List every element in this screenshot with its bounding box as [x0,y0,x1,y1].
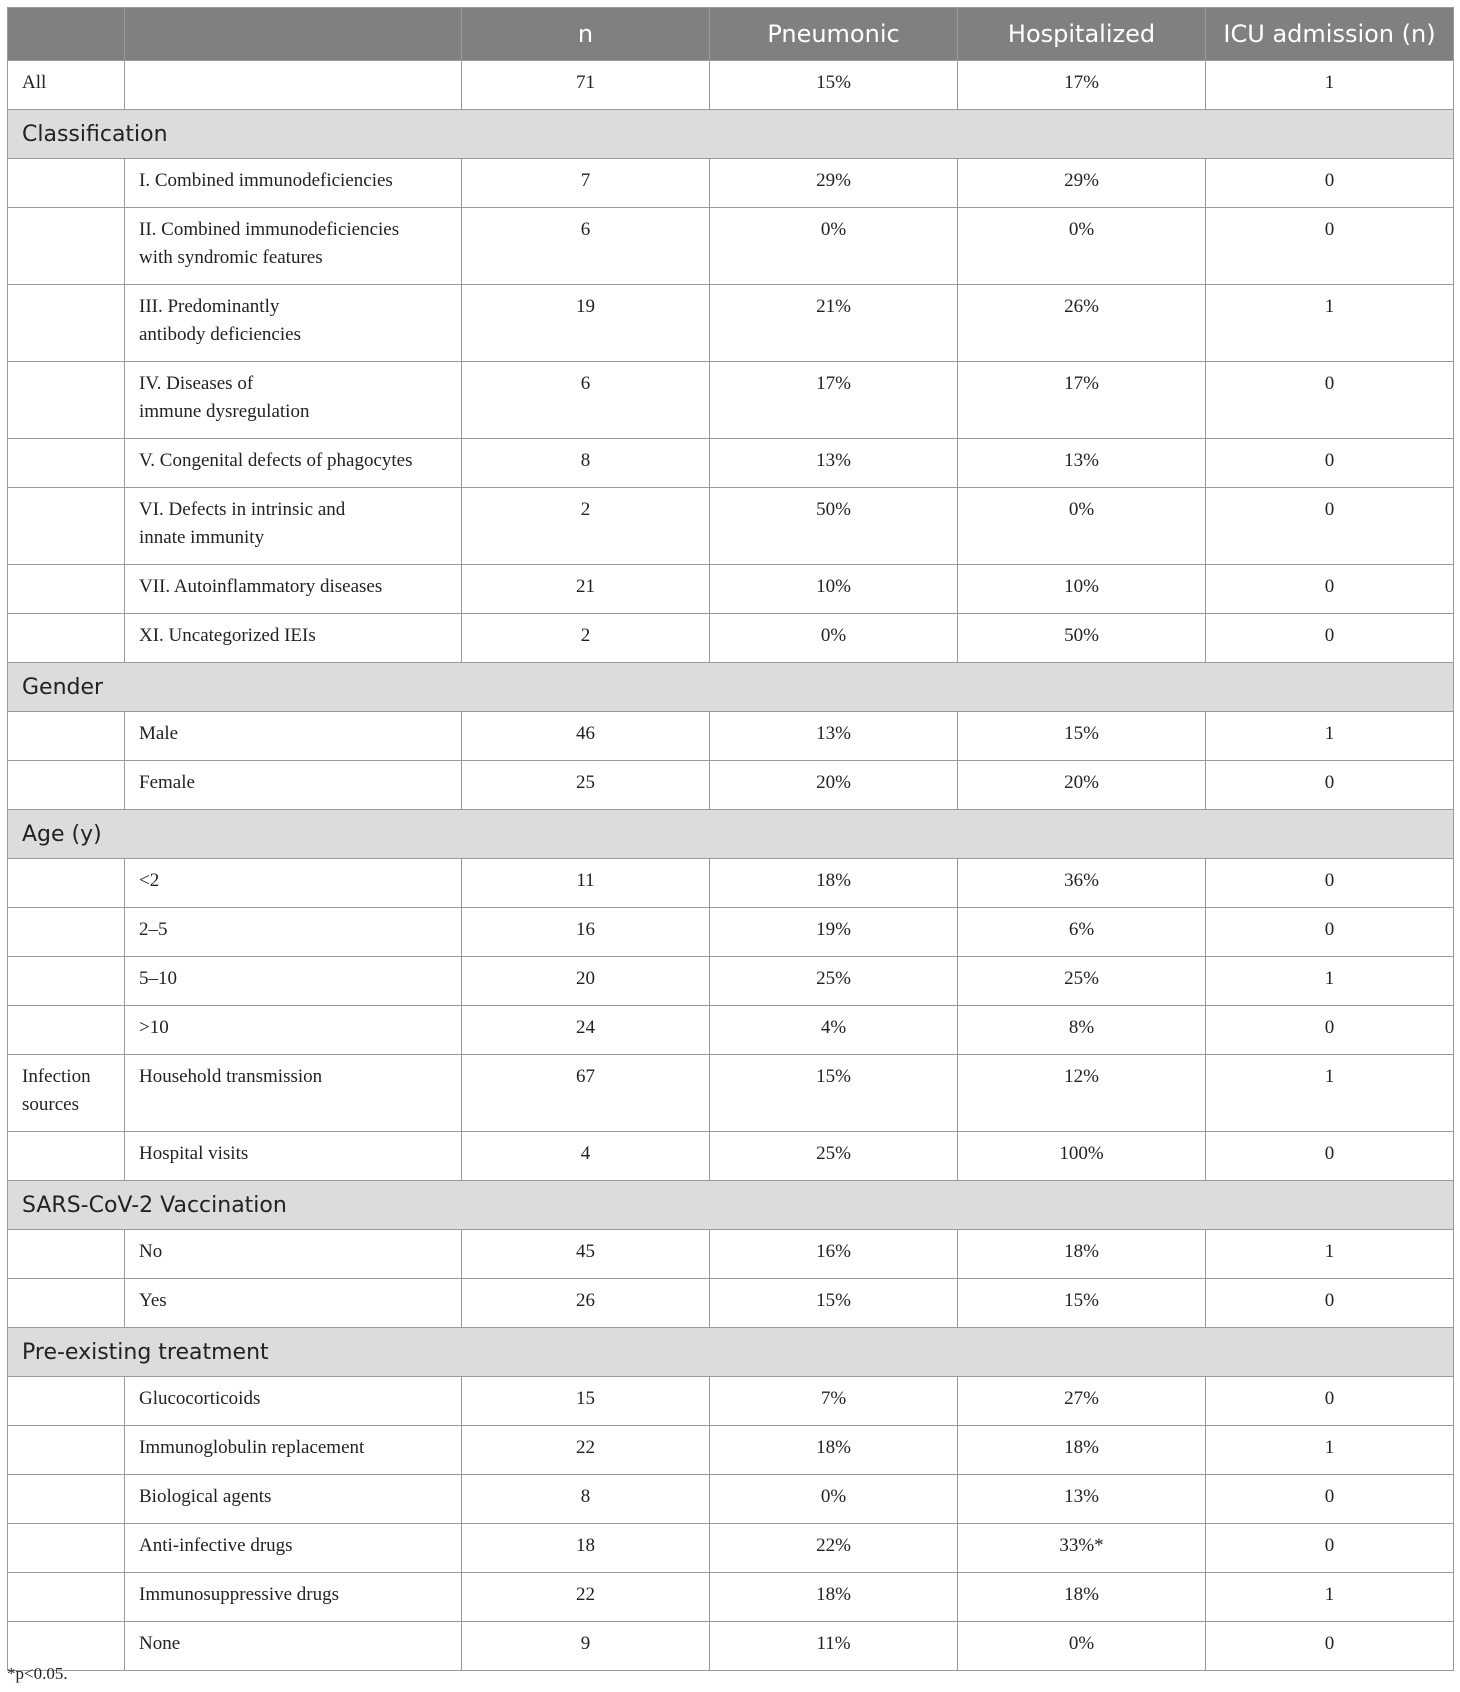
section-title: Pre-existing treatment [8,1328,1454,1377]
cell-group [8,1230,125,1279]
cell-group [8,1475,125,1524]
cell-n: 8 [462,1475,710,1524]
cell-icu: 0 [1206,362,1454,439]
cell-n: 16 [462,908,710,957]
cell-icu: 0 [1206,565,1454,614]
cell-group [8,614,125,663]
cell-hospitalized: 50% [958,614,1206,663]
cell-icu: 1 [1206,1426,1454,1475]
cell-pneumonic: 0% [710,614,958,663]
cell-hospitalized: 20% [958,761,1206,810]
cell-hospitalized: 100% [958,1132,1206,1181]
cell-group [8,208,125,285]
cell-hospitalized: 17% [958,61,1206,110]
cell-n: 9 [462,1622,710,1671]
table-row [8,488,1454,565]
cell-group: Infection sources [8,1055,125,1132]
table-row [8,859,1454,908]
cell-label: 5–10 [125,957,462,1006]
table-row [8,1377,1454,1426]
cell-hospitalized: 10% [958,565,1206,614]
cell-n: 20 [462,957,710,1006]
cell-hospitalized: 15% [958,712,1206,761]
cell-group [8,859,125,908]
cell-label: Household transmission [125,1055,462,1132]
cell-icu: 0 [1206,1132,1454,1181]
cell-n: 2 [462,614,710,663]
cell-group [8,1573,125,1622]
cell-pneumonic: 22% [710,1524,958,1573]
cell-hospitalized: 8% [958,1006,1206,1055]
cell-n: 4 [462,1132,710,1181]
cell-n: 6 [462,208,710,285]
cell-icu: 1 [1206,1573,1454,1622]
cell-pneumonic: 13% [710,439,958,488]
cell-group [8,712,125,761]
cell-icu: 0 [1206,1279,1454,1328]
table-row-all [8,61,1454,110]
table-container [7,7,1453,1671]
section-header-treatment [8,1328,1454,1377]
cell-group [8,362,125,439]
cell-icu: 0 [1206,1622,1454,1671]
table-row [8,565,1454,614]
cell-icu: 0 [1206,159,1454,208]
table-row [8,1426,1454,1475]
cell-n: 24 [462,1006,710,1055]
cell-pneumonic: 21% [710,285,958,362]
cell-group [8,761,125,810]
cell-icu: 0 [1206,761,1454,810]
cell-pneumonic: 25% [710,1132,958,1181]
cell-pneumonic: 15% [710,61,958,110]
header-group [8,8,125,61]
table-row [8,1573,1454,1622]
cell-hospitalized: 6% [958,908,1206,957]
cell-n: 45 [462,1230,710,1279]
table-row [8,957,1454,1006]
section-title: Age (y) [8,810,1454,859]
cell-label: I. Combined immunodeficiencies [125,159,462,208]
cell-hospitalized: 18% [958,1230,1206,1279]
cell-icu: 1 [1206,1055,1454,1132]
cell-icu: 0 [1206,488,1454,565]
cell-pneumonic: 0% [710,1475,958,1524]
cell-pneumonic: 16% [710,1230,958,1279]
table-row [8,1132,1454,1181]
cell-label: No [125,1230,462,1279]
cell-label: V. Congenital defects of phagocytes [125,439,462,488]
cell-n: 22 [462,1426,710,1475]
cell-pneumonic: 10% [710,565,958,614]
cell-pneumonic: 19% [710,908,958,957]
cell-pneumonic: 17% [710,362,958,439]
cell-icu: 0 [1206,1475,1454,1524]
table-row [8,1475,1454,1524]
cell-n: 22 [462,1573,710,1622]
header-hospitalized: Hospitalized [958,8,1206,61]
table-row [8,761,1454,810]
cell-label: IV. Diseases of immune dysregulation [125,362,462,439]
cell-group [8,285,125,362]
cell-label [125,61,462,110]
table-row [8,1006,1454,1055]
cell-hospitalized: 0% [958,488,1206,565]
cell-pneumonic: 20% [710,761,958,810]
cell-group [8,159,125,208]
cell-label: VII. Autoinflammatory diseases [125,565,462,614]
cell-hospitalized: 29% [958,159,1206,208]
cell-n: 67 [462,1055,710,1132]
cell-label: Hospital visits [125,1132,462,1181]
cell-n: 7 [462,159,710,208]
cell-pneumonic: 18% [710,1426,958,1475]
cell-n: 15 [462,1377,710,1426]
cell-n: 6 [462,362,710,439]
cell-icu: 1 [1206,712,1454,761]
cell-n: 21 [462,565,710,614]
cell-pneumonic: 0% [710,208,958,285]
cell-label: Immunosuppressive drugs [125,1573,462,1622]
cell-hospitalized: 18% [958,1573,1206,1622]
cell-hospitalized: 18% [958,1426,1206,1475]
table-row [8,1230,1454,1279]
cell-group [8,1377,125,1426]
cell-label: II. Combined immunodeficiencies with syndromic features [125,208,462,285]
cell-label: Glucocorticoids [125,1377,462,1426]
data-table [7,7,1454,1671]
cell-icu: 0 [1206,614,1454,663]
footnote: *p<0.05. [7,1664,68,1683]
cell-label: Anti-infective drugs [125,1524,462,1573]
header-row [8,8,1454,61]
cell-hospitalized: 0% [958,1622,1206,1671]
cell-hospitalized: 33%* [958,1524,1206,1573]
cell-pneumonic: 25% [710,957,958,1006]
table-row [8,362,1454,439]
cell-hospitalized: 27% [958,1377,1206,1426]
cell-icu: 0 [1206,1524,1454,1573]
cell-icu: 1 [1206,1230,1454,1279]
cell-icu: 0 [1206,1377,1454,1426]
cell-pneumonic: 18% [710,859,958,908]
cell-label: Biological agents [125,1475,462,1524]
cell-label: >10 [125,1006,462,1055]
cell-label: Yes [125,1279,462,1328]
cell-hospitalized: 36% [958,859,1206,908]
cell-hospitalized: 13% [958,1475,1206,1524]
cell-group [8,1006,125,1055]
header-n: n [462,8,710,61]
cell-n: 71 [462,61,710,110]
cell-group [8,488,125,565]
cell-n: 19 [462,285,710,362]
cell-icu: 0 [1206,859,1454,908]
header-subgroup [125,8,462,61]
cell-n: 8 [462,439,710,488]
cell-label: III. Predominantly antibody deficiencies [125,285,462,362]
cell-hospitalized: 12% [958,1055,1206,1132]
cell-pneumonic: 18% [710,1573,958,1622]
cell-group [8,565,125,614]
cell-group [8,1132,125,1181]
cell-n: 26 [462,1279,710,1328]
cell-label: None [125,1622,462,1671]
cell-group [8,1426,125,1475]
cell-group [8,957,125,1006]
cell-hospitalized: 0% [958,208,1206,285]
table-row [8,285,1454,362]
table-row [8,1524,1454,1573]
header-pneumonic: Pneumonic [710,8,958,61]
cell-n: 25 [462,761,710,810]
cell-icu: 0 [1206,1006,1454,1055]
cell-hospitalized: 15% [958,1279,1206,1328]
cell-label: VI. Defects in intrinsic and innate immunity [125,488,462,565]
cell-hospitalized: 13% [958,439,1206,488]
table-row [8,159,1454,208]
cell-n: 46 [462,712,710,761]
cell-pneumonic: 13% [710,712,958,761]
table-row [8,1279,1454,1328]
cell-pneumonic: 7% [710,1377,958,1426]
cell-icu: 1 [1206,957,1454,1006]
section-header-gender [8,663,1454,712]
table-row [8,712,1454,761]
section-title: Gender [8,663,1454,712]
cell-label: XI. Uncategorized IEIs [125,614,462,663]
cell-hospitalized: 25% [958,957,1206,1006]
section-header-age [8,810,1454,859]
cell-label: Male [125,712,462,761]
header-icu: ICU admission (n) [1206,8,1454,61]
cell-hospitalized: 17% [958,362,1206,439]
cell-pneumonic: 11% [710,1622,958,1671]
cell-icu: 1 [1206,285,1454,362]
section-header-vaccination [8,1181,1454,1230]
cell-pneumonic: 15% [710,1055,958,1132]
cell-n: 11 [462,859,710,908]
cell-group: All [8,61,125,110]
cell-icu: 0 [1206,208,1454,285]
cell-icu: 0 [1206,908,1454,957]
table-row [8,1055,1454,1132]
table-row [8,908,1454,957]
cell-group [8,439,125,488]
cell-n: 18 [462,1524,710,1573]
cell-label: Female [125,761,462,810]
cell-pneumonic: 4% [710,1006,958,1055]
cell-group [8,908,125,957]
section-title: Classification [8,110,1454,159]
section-header-classification [8,110,1454,159]
cell-pneumonic: 29% [710,159,958,208]
cell-label: 2–5 [125,908,462,957]
cell-group [8,1279,125,1328]
cell-n: 2 [462,488,710,565]
table-row [8,1622,1454,1671]
cell-hospitalized: 26% [958,285,1206,362]
cell-group [8,1524,125,1573]
table-row [8,614,1454,663]
cell-icu: 1 [1206,61,1454,110]
cell-pneumonic: 50% [710,488,958,565]
cell-label: Immunoglobulin replacement [125,1426,462,1475]
cell-icu: 0 [1206,439,1454,488]
table-row [8,439,1454,488]
cell-pneumonic: 15% [710,1279,958,1328]
cell-label: <2 [125,859,462,908]
section-title: SARS-CoV-2 Vaccination [8,1181,1454,1230]
table-row [8,208,1454,285]
